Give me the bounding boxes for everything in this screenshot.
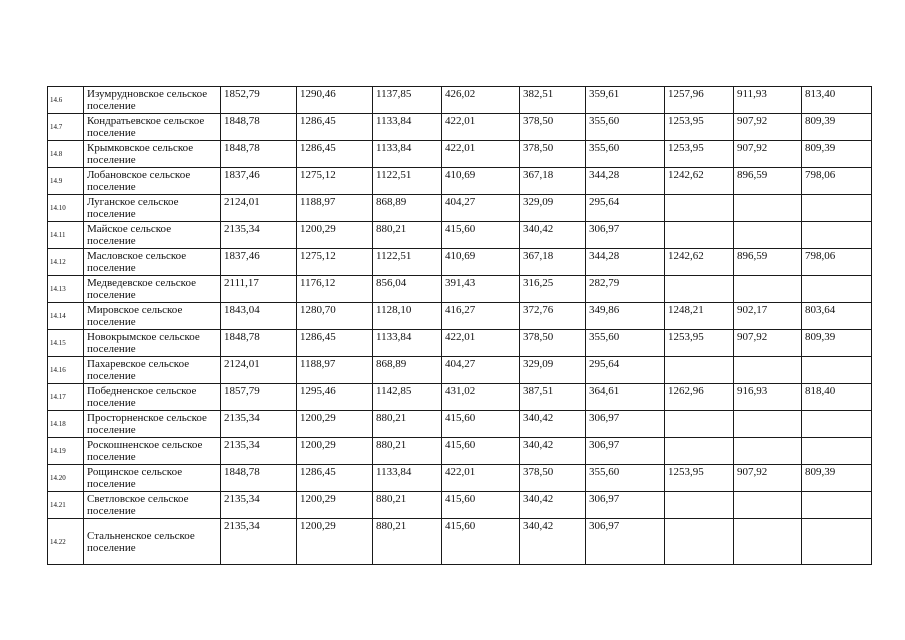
value-cell: 415,60 — [442, 438, 520, 465]
value-cell: 359,61 — [586, 87, 665, 114]
value-cell — [665, 222, 734, 249]
settlement-name: Рощинское сельское поселение — [84, 465, 221, 492]
row-number: 14.14 — [48, 303, 84, 330]
table-row — [48, 492, 872, 519]
value-cell: 306,97 — [586, 438, 665, 465]
value-cell: 818,40 — [802, 384, 872, 411]
value-cell: 798,06 — [802, 249, 872, 276]
value-cell: 1122,51 — [373, 168, 442, 195]
row-number: 14.6 — [48, 87, 84, 114]
settlement-name: Майское сельское поселение — [84, 222, 221, 249]
value-cell — [734, 438, 802, 465]
settlement-name: Кондратьевское сельское поселение — [84, 114, 221, 141]
value-cell: 415,60 — [442, 411, 520, 438]
value-cell: 1133,84 — [373, 114, 442, 141]
value-cell — [665, 195, 734, 222]
value-cell: 422,01 — [442, 330, 520, 357]
row-number: 14.22 — [48, 519, 84, 565]
value-cell: 803,64 — [802, 303, 872, 330]
value-cell: 422,01 — [442, 141, 520, 168]
value-cell: 1253,95 — [665, 330, 734, 357]
settlement-name: Крымковское сельское поселение — [84, 141, 221, 168]
value-cell: 856,04 — [373, 276, 442, 303]
value-cell: 2111,17 — [221, 276, 297, 303]
value-cell: 1133,84 — [373, 141, 442, 168]
value-cell: 295,64 — [586, 195, 665, 222]
tariff-table — [47, 86, 872, 565]
value-cell: 295,64 — [586, 357, 665, 384]
value-cell — [665, 492, 734, 519]
value-cell: 1253,95 — [665, 465, 734, 492]
value-cell — [802, 519, 872, 565]
value-cell: 1188,97 — [297, 195, 373, 222]
value-cell: 907,92 — [734, 465, 802, 492]
value-cell: 1200,29 — [297, 519, 373, 565]
row-number: 14.8 — [48, 141, 84, 168]
value-cell: 316,25 — [520, 276, 586, 303]
value-cell: 1286,45 — [297, 465, 373, 492]
value-cell: 880,21 — [373, 222, 442, 249]
value-cell: 896,59 — [734, 168, 802, 195]
value-cell: 1290,46 — [297, 87, 373, 114]
table-row — [48, 87, 872, 114]
value-cell: 1200,29 — [297, 222, 373, 249]
value-cell: 868,89 — [373, 195, 442, 222]
value-cell: 880,21 — [373, 492, 442, 519]
value-cell: 813,40 — [802, 87, 872, 114]
value-cell — [802, 195, 872, 222]
settlement-name: Новокрымское сельское поселение — [84, 330, 221, 357]
value-cell: 2135,34 — [221, 411, 297, 438]
value-cell: 1837,46 — [221, 168, 297, 195]
value-cell: 306,97 — [586, 222, 665, 249]
table-row — [48, 411, 872, 438]
value-cell: 415,60 — [442, 519, 520, 565]
value-cell: 1133,84 — [373, 330, 442, 357]
value-cell — [734, 276, 802, 303]
value-cell: 378,50 — [520, 114, 586, 141]
value-cell: 378,50 — [520, 465, 586, 492]
value-cell: 340,42 — [520, 411, 586, 438]
value-cell: 907,92 — [734, 141, 802, 168]
value-cell — [802, 222, 872, 249]
value-cell: 306,97 — [586, 519, 665, 565]
value-cell — [665, 276, 734, 303]
value-cell: 1286,45 — [297, 330, 373, 357]
value-cell: 809,39 — [802, 141, 872, 168]
settlement-name: Роскошненское сельское поселение — [84, 438, 221, 465]
value-cell: 880,21 — [373, 438, 442, 465]
value-cell: 1200,29 — [297, 492, 373, 519]
value-cell: 916,93 — [734, 384, 802, 411]
value-cell: 410,69 — [442, 249, 520, 276]
value-cell — [734, 519, 802, 565]
value-cell: 372,76 — [520, 303, 586, 330]
value-cell: 329,09 — [520, 357, 586, 384]
table-row — [48, 465, 872, 492]
value-cell — [802, 276, 872, 303]
value-cell: 415,60 — [442, 222, 520, 249]
settlement-name: Медведевское сельское поселение — [84, 276, 221, 303]
value-cell — [802, 411, 872, 438]
table-row — [48, 357, 872, 384]
value-cell: 378,50 — [520, 330, 586, 357]
value-cell: 1857,79 — [221, 384, 297, 411]
value-cell: 809,39 — [802, 330, 872, 357]
value-cell: 911,93 — [734, 87, 802, 114]
value-cell: 1280,70 — [297, 303, 373, 330]
value-cell: 1253,95 — [665, 141, 734, 168]
row-number: 14.16 — [48, 357, 84, 384]
value-cell: 1122,51 — [373, 249, 442, 276]
value-cell: 344,28 — [586, 249, 665, 276]
value-cell — [665, 411, 734, 438]
value-cell — [665, 357, 734, 384]
value-cell: 329,09 — [520, 195, 586, 222]
value-cell: 2135,34 — [221, 492, 297, 519]
value-cell: 1275,12 — [297, 249, 373, 276]
value-cell: 1275,12 — [297, 168, 373, 195]
table-row — [48, 438, 872, 465]
value-cell: 404,27 — [442, 357, 520, 384]
value-cell: 2135,34 — [221, 222, 297, 249]
table-row — [48, 249, 872, 276]
value-cell: 1262,96 — [665, 384, 734, 411]
value-cell: 1837,46 — [221, 249, 297, 276]
value-cell: 1852,79 — [221, 87, 297, 114]
value-cell: 1137,85 — [373, 87, 442, 114]
value-cell: 868,89 — [373, 357, 442, 384]
settlement-name: Просторненское сельское поселение — [84, 411, 221, 438]
value-cell: 1128,10 — [373, 303, 442, 330]
value-cell: 1286,45 — [297, 141, 373, 168]
settlement-name: Победненское сельское поселение — [84, 384, 221, 411]
table-row — [48, 168, 872, 195]
value-cell: 282,79 — [586, 276, 665, 303]
value-cell: 809,39 — [802, 114, 872, 141]
value-cell: 340,42 — [520, 519, 586, 565]
value-cell: 355,60 — [586, 465, 665, 492]
value-cell: 1843,04 — [221, 303, 297, 330]
settlement-name: Стальненское сельское поселение — [84, 519, 221, 565]
value-cell: 1248,21 — [665, 303, 734, 330]
value-cell: 387,51 — [520, 384, 586, 411]
table-row — [48, 195, 872, 222]
value-cell: 1200,29 — [297, 411, 373, 438]
settlement-name: Масловское сельское поселение — [84, 249, 221, 276]
settlement-name: Пахаревское сельское поселение — [84, 357, 221, 384]
value-cell: 902,17 — [734, 303, 802, 330]
table-row — [48, 384, 872, 411]
value-cell: 1848,78 — [221, 141, 297, 168]
row-number: 14.21 — [48, 492, 84, 519]
row-number: 14.19 — [48, 438, 84, 465]
table-row — [48, 303, 872, 330]
value-cell: 422,01 — [442, 114, 520, 141]
value-cell: 306,97 — [586, 492, 665, 519]
table-row — [48, 114, 872, 141]
value-cell: 306,97 — [586, 411, 665, 438]
value-cell: 410,69 — [442, 168, 520, 195]
value-cell — [734, 222, 802, 249]
row-number: 14.9 — [48, 168, 84, 195]
value-cell: 907,92 — [734, 330, 802, 357]
value-cell: 415,60 — [442, 492, 520, 519]
value-cell: 349,86 — [586, 303, 665, 330]
row-number: 14.17 — [48, 384, 84, 411]
table-row — [48, 276, 872, 303]
table-row — [48, 141, 872, 168]
value-cell: 798,06 — [802, 168, 872, 195]
settlement-name: Светловское сельское поселение — [84, 492, 221, 519]
value-cell: 1253,95 — [665, 114, 734, 141]
table-row — [48, 519, 872, 565]
value-cell: 1242,62 — [665, 249, 734, 276]
row-number: 14.12 — [48, 249, 84, 276]
settlement-name: Луганское сельское поселение — [84, 195, 221, 222]
value-cell: 1142,85 — [373, 384, 442, 411]
value-cell: 1286,45 — [297, 114, 373, 141]
value-cell: 367,18 — [520, 249, 586, 276]
value-cell: 809,39 — [802, 465, 872, 492]
value-cell: 340,42 — [520, 438, 586, 465]
value-cell: 880,21 — [373, 411, 442, 438]
row-number: 14.7 — [48, 114, 84, 141]
value-cell: 2124,01 — [221, 195, 297, 222]
value-cell: 1188,97 — [297, 357, 373, 384]
value-cell: 1176,12 — [297, 276, 373, 303]
table-body — [48, 87, 872, 565]
value-cell — [665, 438, 734, 465]
value-cell: 1200,29 — [297, 438, 373, 465]
value-cell — [802, 438, 872, 465]
value-cell: 355,60 — [586, 141, 665, 168]
value-cell — [734, 411, 802, 438]
value-cell — [734, 492, 802, 519]
value-cell: 2135,34 — [221, 519, 297, 565]
row-number: 14.15 — [48, 330, 84, 357]
value-cell: 340,42 — [520, 222, 586, 249]
value-cell: 422,01 — [442, 465, 520, 492]
value-cell: 364,61 — [586, 384, 665, 411]
row-number: 14.13 — [48, 276, 84, 303]
settlement-name: Мировское сельское поселение — [84, 303, 221, 330]
settlement-name: Изумрудновское сельское поселение — [84, 87, 221, 114]
value-cell — [802, 357, 872, 384]
value-cell: 431,02 — [442, 384, 520, 411]
value-cell: 367,18 — [520, 168, 586, 195]
value-cell: 382,51 — [520, 87, 586, 114]
value-cell: 2124,01 — [221, 357, 297, 384]
value-cell: 340,42 — [520, 492, 586, 519]
value-cell: 1242,62 — [665, 168, 734, 195]
value-cell — [802, 492, 872, 519]
row-number: 14.11 — [48, 222, 84, 249]
value-cell: 907,92 — [734, 114, 802, 141]
row-number: 14.10 — [48, 195, 84, 222]
value-cell: 1848,78 — [221, 465, 297, 492]
row-number: 14.20 — [48, 465, 84, 492]
value-cell: 896,59 — [734, 249, 802, 276]
value-cell: 1133,84 — [373, 465, 442, 492]
table-row — [48, 222, 872, 249]
value-cell: 1295,46 — [297, 384, 373, 411]
table-row — [48, 330, 872, 357]
value-cell — [734, 195, 802, 222]
value-cell: 416,27 — [442, 303, 520, 330]
settlement-name: Лобановское сельское поселение — [84, 168, 221, 195]
value-cell — [665, 519, 734, 565]
value-cell: 1848,78 — [221, 330, 297, 357]
value-cell: 391,43 — [442, 276, 520, 303]
row-number: 14.18 — [48, 411, 84, 438]
value-cell: 1257,96 — [665, 87, 734, 114]
value-cell — [734, 357, 802, 384]
value-cell: 355,60 — [586, 330, 665, 357]
value-cell: 2135,34 — [221, 438, 297, 465]
value-cell: 355,60 — [586, 114, 665, 141]
value-cell: 404,27 — [442, 195, 520, 222]
value-cell: 378,50 — [520, 141, 586, 168]
value-cell: 1848,78 — [221, 114, 297, 141]
value-cell: 880,21 — [373, 519, 442, 565]
value-cell: 344,28 — [586, 168, 665, 195]
value-cell: 426,02 — [442, 87, 520, 114]
